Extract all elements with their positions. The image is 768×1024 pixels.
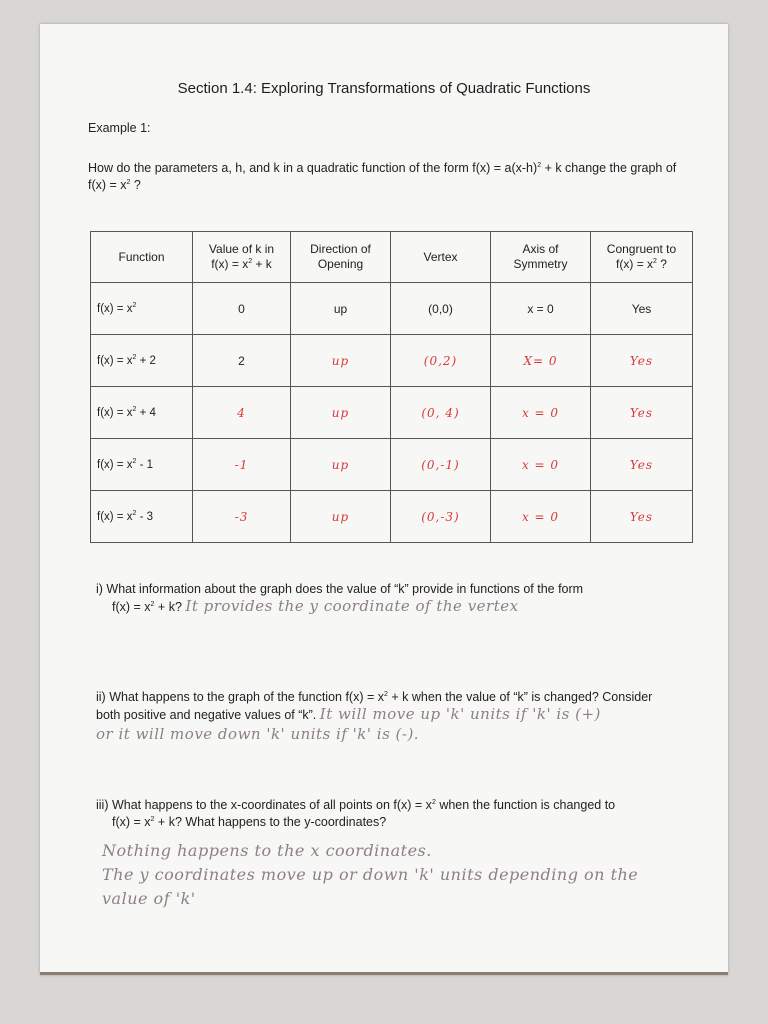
header-k-value: Value of k in $f(x) = x^2 + k$: [193, 232, 291, 283]
row-congruent: Yes: [591, 335, 693, 387]
question-2-line-2: both positive and negative values of “k”. It will move up 'k' units if 'k' is (+): [96, 705, 601, 723]
row-axis: x = 0: [491, 387, 591, 439]
question-3-line-1: iii) What happens to the x-coordinates of all points on $f(x) = x^2$ when the function is changed to: [96, 798, 616, 812]
question-1: [96, 581, 706, 616]
row-axis: x = 0: [491, 283, 591, 335]
table-header-row: [91, 232, 693, 283]
table-row: [91, 387, 693, 439]
header-axis: Axis of Symmetry: [491, 232, 591, 283]
intro-text-2: + k change the graph of f(x) = x: [88, 161, 677, 192]
row-k-value: -1: [193, 439, 291, 491]
row-function: $f(x) = x^2 + 2$: [91, 335, 193, 387]
row-vertex: (0,-3): [391, 491, 491, 543]
example-label: Example 1:: [88, 121, 151, 135]
answer-3-line-2: The y coordinates move up or down 'k' units depending on the: [102, 865, 639, 884]
row-direction: up: [291, 439, 391, 491]
row-congruent: Yes: [591, 387, 693, 439]
header-vertex: Vertex: [391, 232, 491, 283]
row-function: $f(x) = x^2 + 4$: [91, 387, 193, 439]
intro-sup-2: 2: [126, 178, 131, 186]
worksheet-page: [40, 24, 728, 975]
transformations-table: [90, 231, 693, 543]
answer-2-line-1: It will move up 'k' units if 'k' is (+): [319, 705, 601, 723]
row-congruent: Yes: [591, 491, 693, 543]
answer-3-line-1: Nothing happens to the x coordinates.: [102, 841, 432, 860]
row-direction: up: [291, 387, 391, 439]
header-congruent: Congruent to $f(x) = x^2$ ?: [591, 232, 693, 283]
row-direction: up: [291, 491, 391, 543]
row-vertex: (0,2): [391, 335, 491, 387]
question-3-line-2: $f(x) = x^2 + k$? What happens to the y-coordinates?: [112, 815, 387, 829]
question-1-line-2: $f(x) = x^2 + k$? It provides the y coordinate of the vertex: [112, 597, 519, 615]
row-function: $f(x) = x^2 - 3$: [91, 491, 193, 543]
row-function: $f(x) = x^2 - 1$: [91, 439, 193, 491]
question-3: [96, 797, 706, 831]
question-2: [96, 689, 706, 743]
table-row: [91, 491, 693, 543]
header-direction: Direction of Opening: [291, 232, 391, 283]
row-vertex: (0,-1): [391, 439, 491, 491]
row-vertex: (0,0): [391, 283, 491, 335]
intro-text-3: ?: [130, 178, 141, 192]
question-1-line-1: i) What information about the graph does the value of “k” provide in functions of the form: [96, 582, 584, 596]
intro-sup-1: 2: [537, 161, 542, 169]
row-vertex: (0, 4): [391, 387, 491, 439]
row-axis: X= 0: [491, 335, 591, 387]
table-row: [91, 335, 693, 387]
row-function: $f(x) = x^2$: [91, 283, 193, 335]
row-k-value: 2: [193, 335, 291, 387]
row-k-value: 4: [193, 387, 291, 439]
question-2-line-1: ii) What happens to the graph of the function $f(x) = x^2 + k$ when the value of “k” is changed? Consider: [96, 690, 653, 704]
intro-question: [88, 160, 688, 194]
row-k-value: 0: [193, 283, 291, 335]
row-axis: x = 0: [491, 439, 591, 491]
intro-text-1: How do the parameters a, h, and k in a quadratic function of the form f(x) = a(x-h): [88, 161, 538, 175]
answer-3-line-3: value of 'k': [102, 889, 196, 908]
row-congruent: Yes: [591, 439, 693, 491]
row-k-value: -3: [193, 491, 291, 543]
table-row: [91, 439, 693, 491]
row-direction: up: [291, 335, 391, 387]
page-title: Section 1.4: Exploring Transformations of Quadratic Functions: [177, 80, 591, 97]
row-direction: up: [291, 283, 391, 335]
row-congruent: Yes: [591, 283, 693, 335]
answer-1: It provides the y coordinate of the vertex: [185, 597, 519, 615]
answer-3: [102, 839, 722, 911]
header-function: Function: [91, 232, 193, 283]
answer-2-line-2: or it will move down 'k' units if 'k' is (-).: [96, 725, 420, 743]
table-row: [91, 283, 693, 335]
row-axis: x = 0: [491, 491, 591, 543]
